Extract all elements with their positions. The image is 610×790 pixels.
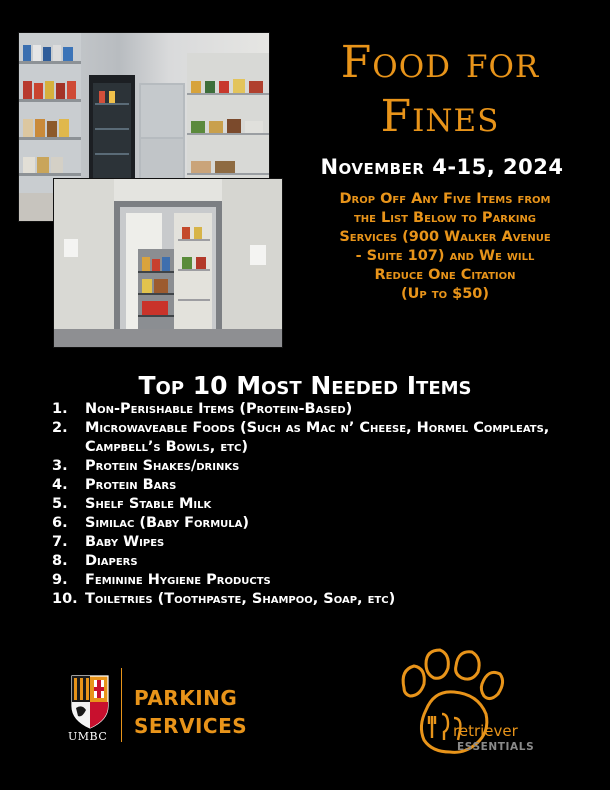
retriever-wordmark: retriever [453,722,518,740]
item-number: 7. [52,534,68,550]
item-number: 4. [52,477,68,493]
list-heading: Top 10 Most Needed Items [138,371,472,400]
item-text: Baby Wipes [85,534,165,550]
dropoff-instructions [300,190,590,304]
list-item [52,476,592,495]
list-item [52,514,592,533]
needed-items-list [52,400,592,609]
item-text: Non-Perishable Items (Protein-Based) [85,401,353,417]
dropoff-line: - Suite 107) and We will [355,248,535,264]
dropoff-line: Reduce One Citation [374,267,516,283]
event-dates: November 4-15, 2024 [320,155,564,179]
item-text: Similac (Baby Formula) [85,515,250,531]
list-item [52,495,592,514]
item-number: 5. [52,496,68,512]
parking-line: PARKING [134,686,238,710]
list-item [52,533,592,552]
list-item [52,457,592,476]
umbc-wordmark: UMBC [68,730,108,743]
item-number: 6. [52,515,68,531]
dropoff-line: Services (900 Walker Avenue [339,229,551,245]
item-text: Protein Shakes/drinks [85,458,240,474]
essentials-wordmark: ESSENTIALS [457,741,535,753]
item-text: Microwaveable Foods (Such as Mac n’ Cheese, Hormel Compleats, Campbell’s Bowls, etc) [85,420,550,455]
title-line-1: Food for [340,37,540,88]
food-pantry-photo-doorway [53,178,283,348]
list-item [52,400,592,419]
list-item [52,419,592,457]
title-line-2: Fines [380,91,500,142]
item-text: Toiletries (Toothpaste, Shampoo, Soap, etc) [85,591,396,607]
list-item [52,552,592,571]
dropoff-line: the List Below to Parking [353,210,537,226]
item-number: 10. [52,591,78,607]
item-text: Protein Bars [85,477,177,493]
list-item [52,571,592,590]
parking-line: SERVICES [134,714,248,738]
parking-services-wordmark [134,684,247,740]
item-text: Feminine Hygiene Products [85,572,271,588]
item-number: 1. [52,401,68,417]
logo-divider [121,668,122,742]
poster-title [290,36,590,144]
list-item [52,590,592,609]
dropoff-line: (Up to $50) [400,286,490,302]
item-number: 9. [52,572,68,588]
item-number: 3. [52,458,68,474]
dropoff-line: Drop Off Any Five Items from [339,191,551,207]
item-number: 2. [52,420,68,436]
item-text: Shelf Stable Milk [85,496,212,512]
item-text: Diapers [85,553,138,569]
item-number: 8. [52,553,68,569]
